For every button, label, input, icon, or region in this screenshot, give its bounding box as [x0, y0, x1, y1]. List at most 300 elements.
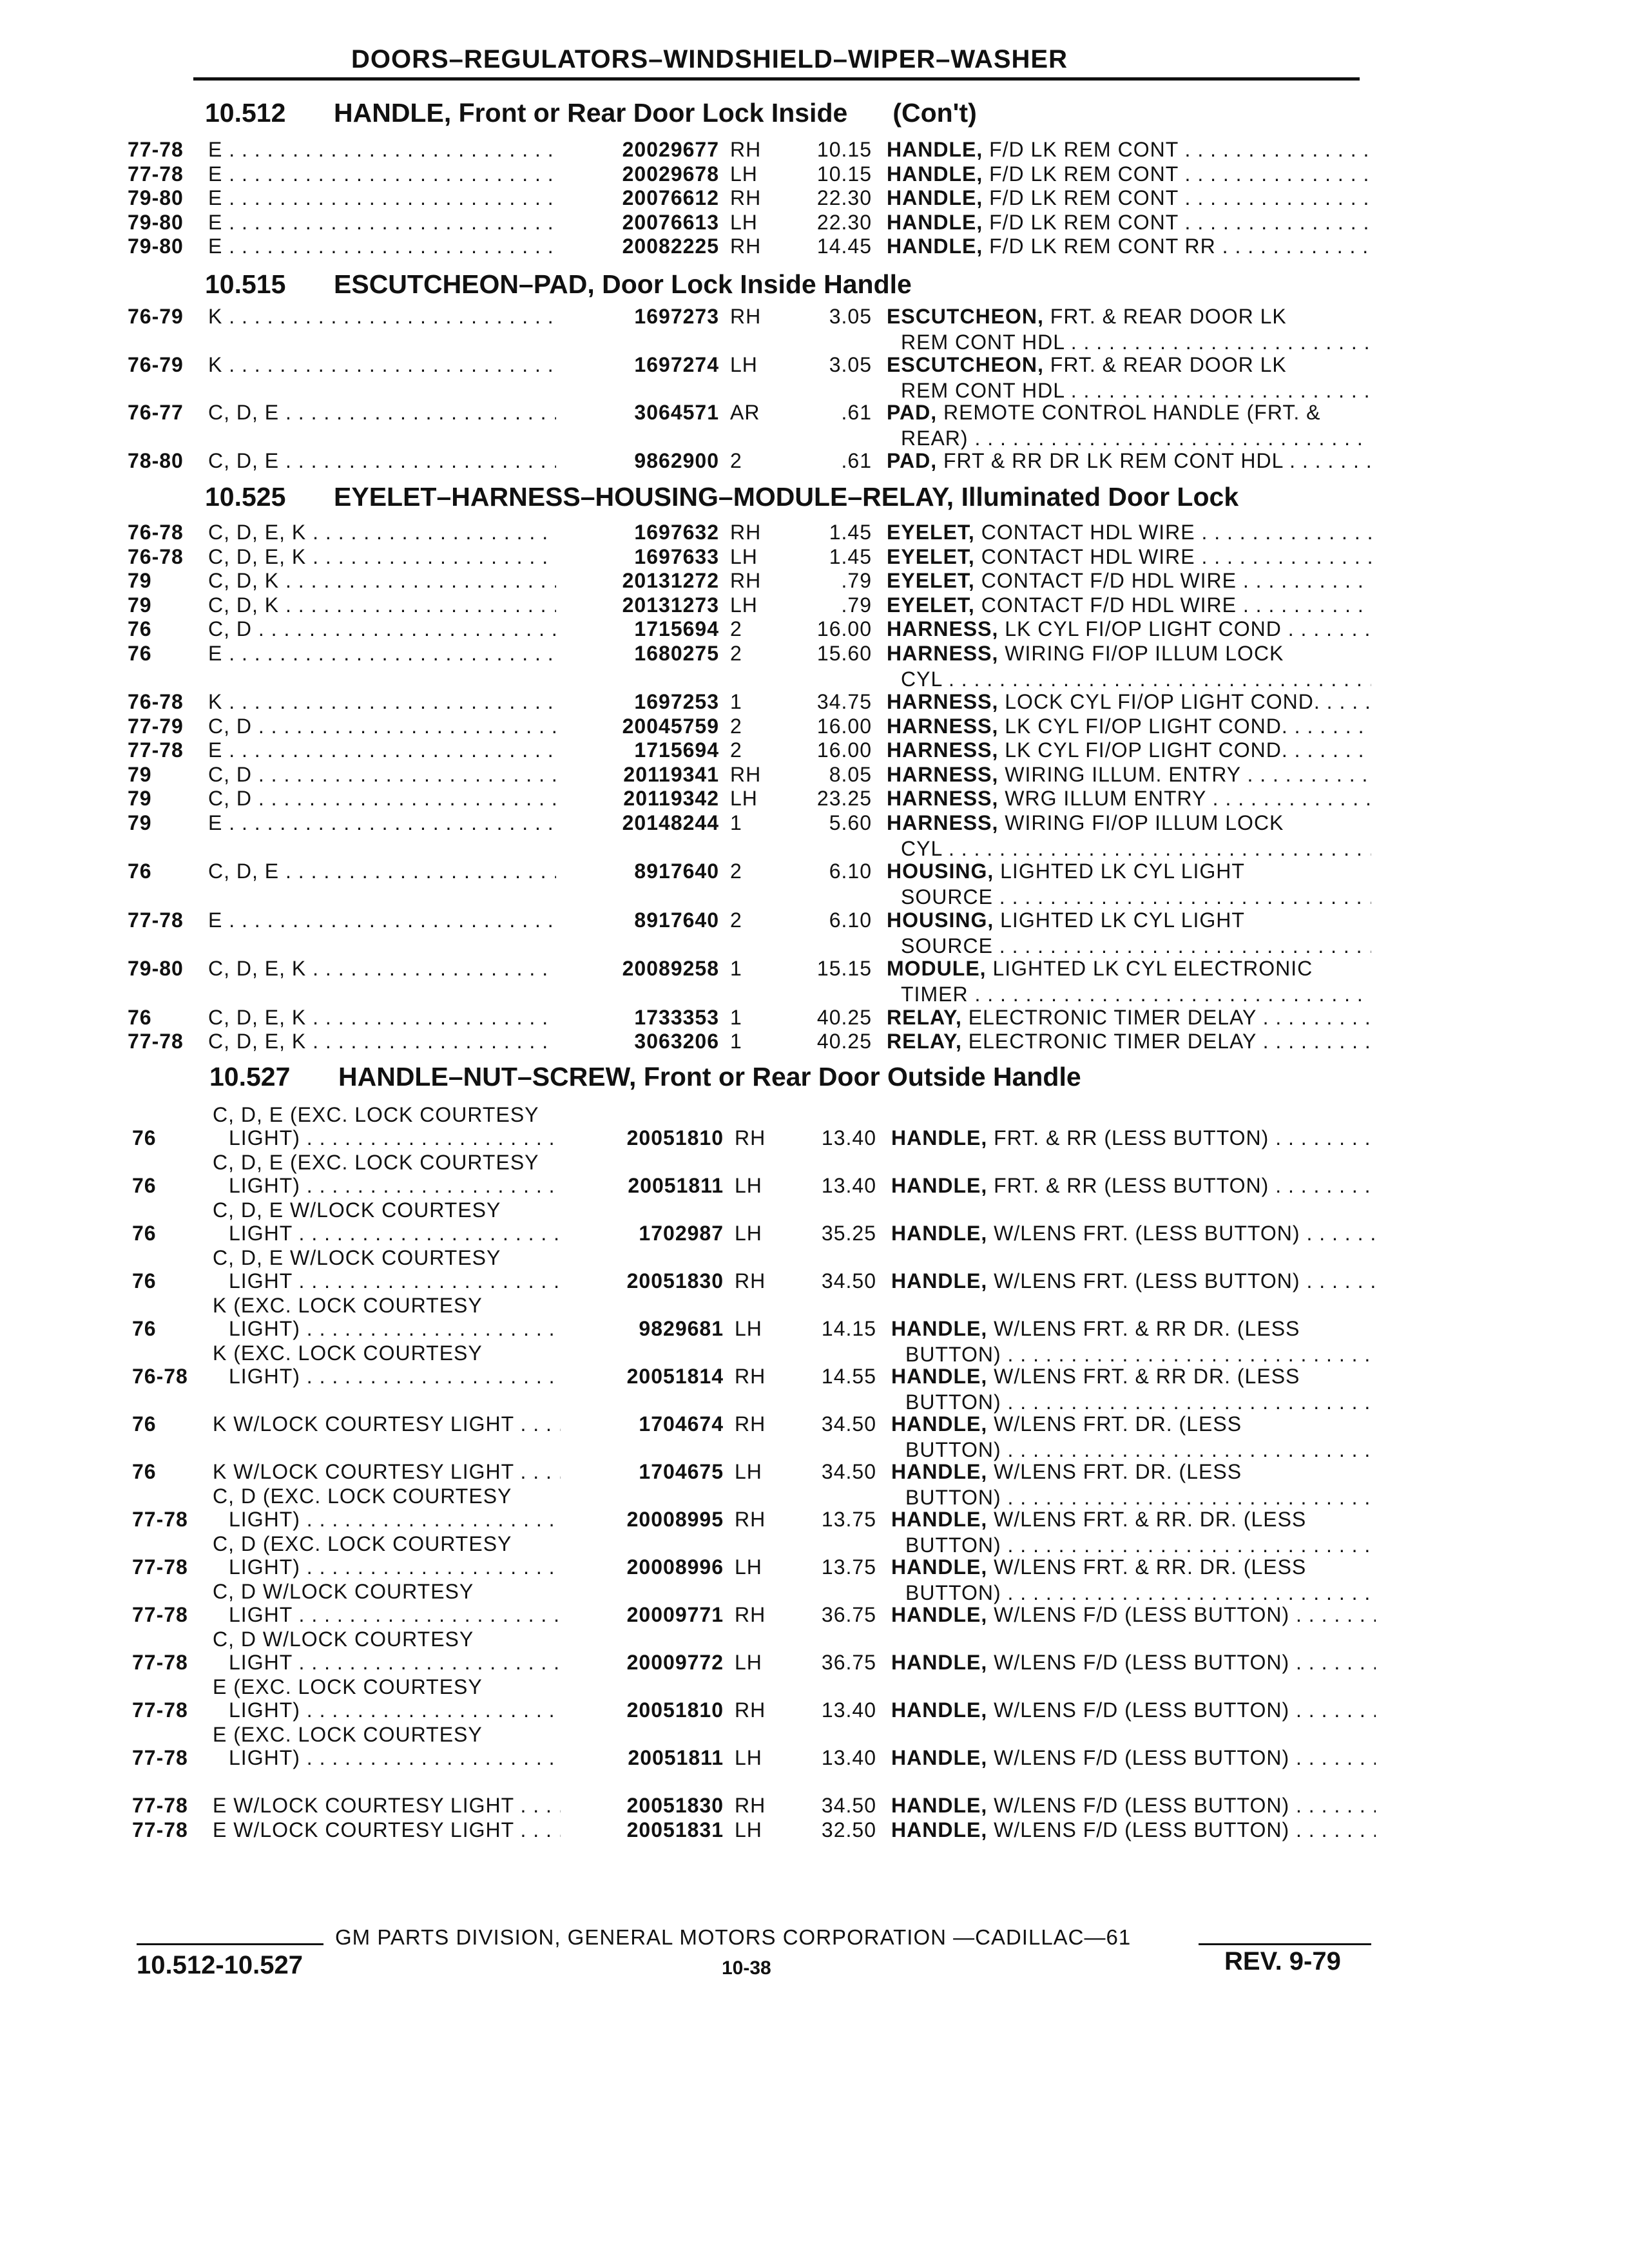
description-detail: F/D LK REM CONT RR — [989, 235, 1216, 258]
model-application: C, D, E, K . . . — [208, 1030, 556, 1053]
part-number: 20008995 — [564, 1508, 724, 1532]
description-name: HANDLE, — [891, 1508, 988, 1531]
model-application: E . . . — [208, 908, 556, 932]
model-years: 77-78 — [132, 1508, 188, 1531]
price: 13.40 — [821, 1174, 876, 1197]
description-detail: W/LENS F/D (LESS BUTTON) — [994, 1818, 1290, 1841]
description — [887, 521, 1371, 544]
description — [887, 211, 1371, 235]
model-application: E . . . — [208, 642, 556, 666]
description — [887, 162, 1371, 186]
part-number: 1702987 — [564, 1222, 724, 1245]
price: 6.10 — [829, 860, 872, 883]
price: 6.10 — [829, 908, 872, 932]
description-name: HANDLE, — [891, 1317, 988, 1340]
model-years: 76-79 — [128, 305, 184, 328]
model-application: LIGHT) . . . — [229, 1365, 561, 1389]
description — [891, 1317, 1376, 1341]
model-years: 77-78 — [132, 1698, 188, 1722]
price: 13.40 — [821, 1698, 876, 1722]
description — [887, 715, 1371, 738]
description-name: HARNESS, — [887, 738, 999, 762]
price: 13.75 — [821, 1508, 876, 1531]
description-continuation: SOURCE . . . — [901, 885, 1371, 909]
model-application: K . . . — [208, 353, 556, 377]
model-application-top: K (EXC. LOCK COURTESY — [213, 1294, 483, 1317]
quantity: 1 — [730, 690, 742, 713]
quantity: LH — [735, 1746, 762, 1769]
description-name: RELAY, — [887, 1005, 962, 1029]
model-application: E . . . — [208, 162, 556, 186]
part-number: 20051830 — [564, 1794, 724, 1818]
quantity: LH — [735, 1555, 762, 1579]
part-number: 20089258 — [559, 957, 719, 981]
parts-row — [128, 593, 1378, 619]
model-application: C, D, E . . . — [208, 401, 556, 425]
price: 10.15 — [816, 138, 872, 161]
description-detail: W/LENS F/D (LESS BUTTON) — [994, 1794, 1290, 1817]
quantity: LH — [735, 1317, 762, 1340]
price: 40.25 — [816, 1005, 872, 1029]
model-years: 76-79 — [128, 352, 184, 376]
parts-row — [132, 1341, 1382, 1414]
model-application: LIGHT . . . — [229, 1222, 561, 1245]
description — [891, 1508, 1376, 1532]
description-detail: LK CYL FI/OP LIGHT COND — [1005, 617, 1282, 640]
model-years: 77-78 — [128, 908, 184, 932]
part-number: 20051814 — [564, 1365, 724, 1389]
parts-row — [128, 186, 1378, 212]
part-number: 8917640 — [559, 860, 719, 883]
part-number: 20131273 — [559, 593, 719, 617]
model-years: 76-78 — [132, 1365, 188, 1388]
description-detail: W/LENS FRT. & RR. DR. (LESS — [994, 1555, 1307, 1579]
model-years: 76 — [132, 1222, 157, 1245]
parts-row — [128, 763, 1378, 789]
model-application: C, D . . . — [208, 715, 556, 738]
part-number: 1697632 — [559, 521, 719, 544]
parts-row — [128, 1030, 1378, 1055]
model-application: C, D, E, K . . . — [208, 1006, 556, 1030]
description-detail: W/LENS FRT. (LESS BUTTON) — [994, 1269, 1300, 1293]
description-detail: REMOTE CONTROL HANDLE (FRT. & — [943, 401, 1321, 424]
description-name: HANDLE, — [887, 210, 983, 234]
description — [887, 642, 1371, 666]
parts-row — [132, 1294, 1382, 1366]
quantity: RH — [735, 1412, 766, 1436]
parts-row — [128, 401, 1378, 450]
part-number: 20131272 — [559, 569, 719, 593]
section-heading: HANDLE, Front or Rear Door Lock Inside — [334, 98, 848, 128]
parts-row — [132, 1675, 1382, 1724]
model-application-top: C, D, E (EXC. LOCK COURTESY — [213, 1103, 539, 1126]
description-detail: FRT & RR DR LK REM CONT HDL — [943, 448, 1284, 472]
part-number: 8917640 — [559, 908, 719, 932]
section-number: 10.525 — [205, 482, 286, 512]
quantity: 2 — [730, 714, 742, 738]
running-head: DOORS–REGULATORS–WINDSHIELD–WIPER–WASHER — [351, 45, 1068, 73]
description-detail: CONTACT HDL WIRE — [981, 544, 1195, 568]
section-number: 10.515 — [205, 269, 286, 299]
price: 15.15 — [816, 957, 872, 980]
model-application: C, D . . . — [208, 617, 556, 641]
description — [887, 763, 1371, 787]
description-detail: F/D LK REM CONT — [989, 138, 1179, 161]
model-application: LIGHT) . . . — [229, 1174, 561, 1198]
part-number: 20119341 — [559, 763, 719, 787]
model-application-top: C, D (EXC. LOCK COURTESY — [213, 1532, 512, 1555]
footer-rule-right — [1199, 1943, 1371, 1945]
parts-row — [128, 811, 1378, 860]
price: .79 — [841, 593, 872, 617]
model-years: 79-80 — [128, 186, 184, 209]
parts-row — [128, 787, 1378, 812]
model-application: C, D, K . . . — [208, 569, 556, 593]
price: 14.55 — [821, 1365, 876, 1388]
quantity: RH — [730, 521, 762, 544]
model-years: 78-80 — [128, 448, 184, 472]
part-number: 20082225 — [559, 235, 719, 258]
section-number: 10.527 — [209, 1062, 291, 1091]
model-years: 77-79 — [128, 714, 184, 738]
model-years: 76-77 — [128, 401, 184, 424]
description-detail: W/LENS F/D (LESS BUTTON) — [994, 1603, 1290, 1626]
quantity: RH — [730, 762, 762, 786]
description — [891, 1651, 1376, 1675]
model-application: C, D . . . — [208, 763, 556, 787]
model-application: E . . . — [208, 186, 556, 210]
description-detail: W/LENS FRT. & RR DR. (LESS — [994, 1365, 1300, 1388]
part-number: 20051811 — [564, 1746, 724, 1770]
price: 34.50 — [821, 1412, 876, 1436]
model-application: K . . . — [208, 690, 556, 714]
quantity: 1 — [730, 811, 742, 834]
quantity: RH — [735, 1269, 766, 1293]
parts-row — [128, 449, 1378, 475]
model-application: LIGHT . . . — [229, 1603, 561, 1627]
price: 23.25 — [816, 787, 872, 810]
description-name: HANDLE, — [891, 1126, 988, 1149]
description-name: HARNESS, — [887, 762, 999, 786]
description-name: HARNESS, — [887, 787, 999, 810]
description-detail: WIRING FI/OP ILLUM LOCK — [1005, 811, 1284, 834]
model-years: 77-78 — [132, 1651, 188, 1674]
description-continuation: BUTTON) . . . — [905, 1438, 1376, 1462]
model-application: E . . . — [208, 811, 556, 835]
description-name: HANDLE, — [891, 1746, 988, 1769]
footer-revision: REV. 9-79 — [1224, 1947, 1341, 1975]
part-number: 20076612 — [559, 186, 719, 210]
footer-rule-left — [137, 1943, 323, 1945]
price: 13.40 — [821, 1746, 876, 1769]
quantity: RH — [735, 1794, 766, 1817]
description-detail: WIRING ILLUM. ENTRY — [1005, 762, 1241, 786]
description-name: HANDLE, — [891, 1174, 988, 1197]
description-detail: F/D LK REM CONT — [989, 210, 1179, 234]
description — [891, 1794, 1376, 1818]
description — [891, 1698, 1376, 1722]
parts-row — [132, 1246, 1382, 1295]
part-number: 1697274 — [559, 353, 719, 377]
price: 16.00 — [816, 738, 872, 762]
parts-row — [132, 1818, 1382, 1844]
model-years: 76 — [132, 1126, 157, 1149]
parts-row — [128, 738, 1378, 764]
description — [887, 1030, 1371, 1053]
parts-row — [128, 305, 1378, 354]
quantity: RH — [730, 186, 762, 209]
part-number: 20009772 — [564, 1651, 724, 1675]
part-number: 20051810 — [564, 1126, 724, 1150]
model-application-top: C, D W/LOCK COURTESY — [213, 1628, 474, 1651]
part-number: 1715694 — [559, 738, 719, 762]
quantity: RH — [730, 569, 762, 592]
parts-row — [132, 1628, 1382, 1677]
quantity: LH — [735, 1818, 762, 1841]
description-name: HANDLE, — [891, 1222, 988, 1245]
quantity: AR — [730, 401, 760, 424]
description — [891, 1412, 1376, 1436]
description-name: HARNESS, — [887, 811, 999, 834]
description-detail: LOCK CYL FI/OP LIGHT COND. — [1005, 690, 1320, 713]
description-detail: FRT. & RR (LESS BUTTON) — [994, 1126, 1269, 1149]
parts-row — [128, 545, 1378, 571]
model-application-top: C, D, E (EXC. LOCK COURTESY — [213, 1151, 539, 1174]
parts-row — [128, 138, 1378, 164]
price: 13.75 — [821, 1555, 876, 1579]
model-application: C, D, E . . . — [208, 860, 556, 883]
description-name: HANDLE, — [887, 138, 983, 161]
price: 34.50 — [821, 1460, 876, 1483]
parts-row — [132, 1580, 1382, 1629]
part-number: 9829681 — [564, 1317, 724, 1341]
model-application: LIGHT . . . — [229, 1651, 561, 1675]
quantity: LH — [730, 162, 758, 186]
model-application-top: E (EXC. LOCK COURTESY — [213, 1723, 483, 1746]
model-years: 76 — [132, 1174, 157, 1197]
price: 16.00 — [816, 714, 872, 738]
description — [887, 690, 1371, 714]
part-number: 3064571 — [559, 401, 719, 425]
model-years: 77-78 — [132, 1555, 188, 1579]
price: 1.45 — [829, 544, 872, 568]
price: 40.25 — [816, 1030, 872, 1053]
description-name: HARNESS, — [887, 641, 999, 665]
part-number: 1733353 — [559, 1006, 719, 1030]
model-years: 79-80 — [128, 210, 184, 234]
model-application: E W/LOCK COURTESY LIGHT . . . — [213, 1794, 561, 1818]
model-application-top: C, D W/LOCK COURTESY — [213, 1580, 474, 1603]
model-years: 79 — [128, 811, 152, 834]
parts-row — [132, 1103, 1382, 1152]
description-continuation: BUTTON) . . . — [905, 1486, 1376, 1510]
price: 14.45 — [816, 235, 872, 258]
parts-row — [128, 715, 1378, 740]
section-heading: ESCUTCHEON–PAD, Door Lock Inside Handle — [334, 269, 912, 299]
model-application: LIGHT) . . . — [229, 1555, 561, 1579]
description — [887, 449, 1371, 473]
price: 13.40 — [821, 1126, 876, 1149]
model-application: C, D, E, K . . . — [208, 545, 556, 569]
section-title — [209, 1062, 1081, 1092]
quantity: LH — [730, 210, 758, 234]
parts-row — [132, 1198, 1382, 1247]
model-application-top: K (EXC. LOCK COURTESY — [213, 1341, 483, 1365]
part-number: 9862900 — [559, 449, 719, 473]
description-detail: FRT. & REAR DOOR LK — [1050, 305, 1287, 328]
description-name: HANDLE, — [891, 1412, 988, 1436]
description — [891, 1818, 1376, 1842]
continued-label: (Con't) — [892, 98, 977, 128]
description-name: HANDLE, — [891, 1269, 988, 1293]
model-application: LIGHT . . . — [229, 1269, 561, 1293]
model-years: 76 — [128, 1005, 152, 1029]
description-continuation: REM CONT HDL . . . — [901, 379, 1371, 403]
description-detail: W/LENS FRT. (LESS BUTTON) — [994, 1222, 1300, 1245]
quantity: RH — [735, 1698, 766, 1722]
price: 16.00 — [816, 617, 872, 640]
description-name: EYELET, — [887, 521, 975, 544]
description — [887, 138, 1371, 162]
parts-row — [128, 569, 1378, 595]
model-years: 77-78 — [128, 738, 184, 762]
price: 3.05 — [829, 305, 872, 328]
description-detail: W/LENS F/D (LESS BUTTON) — [994, 1746, 1290, 1769]
description-detail: LIGHTED LK CYL LIGHT — [1000, 860, 1245, 883]
part-number: 3063206 — [559, 1030, 719, 1053]
parts-row — [128, 352, 1378, 402]
description — [891, 1460, 1376, 1484]
description-continuation: BUTTON) . . . — [905, 1390, 1376, 1414]
model-years: 76 — [132, 1460, 157, 1483]
description-detail: ELECTRONIC TIMER DELAY — [968, 1005, 1257, 1029]
price: 10.15 — [816, 162, 872, 186]
description — [887, 787, 1371, 811]
price: 3.05 — [829, 352, 872, 376]
parts-row — [128, 1006, 1378, 1032]
parts-row — [128, 521, 1378, 546]
model-application: C, D, E . . . — [208, 449, 556, 473]
price: .61 — [841, 401, 872, 424]
part-number: 20051811 — [564, 1174, 724, 1198]
quantity: 2 — [730, 617, 742, 640]
description — [887, 305, 1371, 329]
price: 34.50 — [821, 1269, 876, 1293]
part-number: 1697253 — [559, 690, 719, 714]
description-name: EYELET, — [887, 593, 975, 617]
description-name: HANDLE, — [891, 1555, 988, 1579]
price: 15.60 — [816, 641, 872, 665]
model-years: 76 — [132, 1317, 157, 1340]
model-years: 77-78 — [132, 1603, 188, 1626]
part-number: 20045759 — [559, 715, 719, 738]
description — [887, 401, 1371, 425]
parts-row — [128, 690, 1378, 716]
description-detail: W/LENS F/D (LESS BUTTON) — [994, 1698, 1290, 1722]
description — [891, 1174, 1376, 1198]
quantity: RH — [735, 1603, 766, 1626]
description-detail: WRG ILLUM ENTRY — [1005, 787, 1206, 810]
part-number: 1704675 — [564, 1460, 724, 1484]
description-name: HOUSING, — [887, 860, 994, 883]
description-detail: FRT. & REAR DOOR LK — [1050, 352, 1287, 376]
header-rule — [193, 77, 1360, 81]
price: 22.30 — [816, 210, 872, 234]
description — [887, 569, 1371, 593]
model-application: C, D . . . — [208, 787, 556, 811]
model-years: 79 — [128, 569, 152, 592]
model-years: 76 — [132, 1269, 157, 1293]
description — [887, 1006, 1371, 1030]
model-application: E . . . — [208, 738, 556, 762]
model-application: K W/LOCK COURTESY LIGHT . . . — [213, 1460, 561, 1484]
description-name: HANDLE, — [891, 1365, 988, 1388]
description-detail: WIRING FI/OP ILLUM LOCK — [1005, 641, 1284, 665]
model-years: 79-80 — [128, 957, 184, 980]
model-application: LIGHT) . . . — [229, 1698, 561, 1722]
section-title — [205, 269, 912, 300]
part-number: 20148244 — [559, 811, 719, 835]
model-application: LIGHT) . . . — [229, 1746, 561, 1770]
description-continuation: REM CONT HDL . . . — [901, 331, 1371, 354]
section-heading: HANDLE–NUT–SCREW, Front or Rear Door Outside Handle — [338, 1062, 1081, 1091]
description-name: HANDLE, — [891, 1818, 988, 1841]
model-years: 76 — [128, 617, 152, 640]
model-years: 79 — [128, 593, 152, 617]
section-heading: EYELET–HARNESS–HOUSING–MODULE–RELAY, Illuminated Door Lock — [334, 482, 1239, 512]
description-continuation: SOURCE . . . — [901, 934, 1371, 958]
description — [887, 957, 1371, 981]
model-years: 77-78 — [128, 138, 184, 161]
price: 32.50 — [821, 1818, 876, 1841]
quantity: RH — [730, 235, 762, 258]
parts-row — [132, 1794, 1382, 1820]
description-detail: CONTACT F/D HDL WIRE — [981, 569, 1237, 592]
price: 1.45 — [829, 521, 872, 544]
model-years: 76 — [128, 860, 152, 883]
description — [887, 908, 1371, 932]
price: 34.75 — [816, 690, 872, 713]
part-number: 20051830 — [564, 1269, 724, 1293]
part-number: 20008996 — [564, 1555, 724, 1579]
description — [887, 617, 1371, 641]
description — [887, 738, 1371, 762]
price: .79 — [841, 569, 872, 592]
quantity: LH — [730, 544, 758, 568]
description-continuation: TIMER . . . — [901, 983, 1371, 1006]
parts-row — [128, 957, 1378, 1006]
description-detail: W/LENS FRT. & RR. DR. (LESS — [994, 1508, 1307, 1531]
quantity: LH — [735, 1222, 762, 1245]
description-detail: LIGHTED LK CYL ELECTRONIC — [992, 957, 1313, 980]
description — [891, 1746, 1376, 1770]
model-application: K . . . — [208, 305, 556, 329]
description-continuation: CYL . . . — [901, 668, 1371, 691]
quantity: 1 — [730, 1030, 742, 1053]
description-name: PAD, — [887, 448, 938, 472]
description-name: HANDLE, — [891, 1460, 988, 1483]
parts-row — [132, 1485, 1382, 1557]
model-years: 79 — [128, 787, 152, 810]
parts-row — [128, 235, 1378, 260]
description-name: HARNESS, — [887, 617, 999, 640]
model-application-top: C, D, E W/LOCK COURTESY — [213, 1246, 501, 1269]
price: 34.50 — [821, 1794, 876, 1817]
parts-row — [128, 860, 1378, 908]
description — [891, 1603, 1376, 1627]
description-detail: W/LENS FRT. & RR DR. (LESS — [994, 1317, 1300, 1340]
quantity: LH — [735, 1651, 762, 1674]
